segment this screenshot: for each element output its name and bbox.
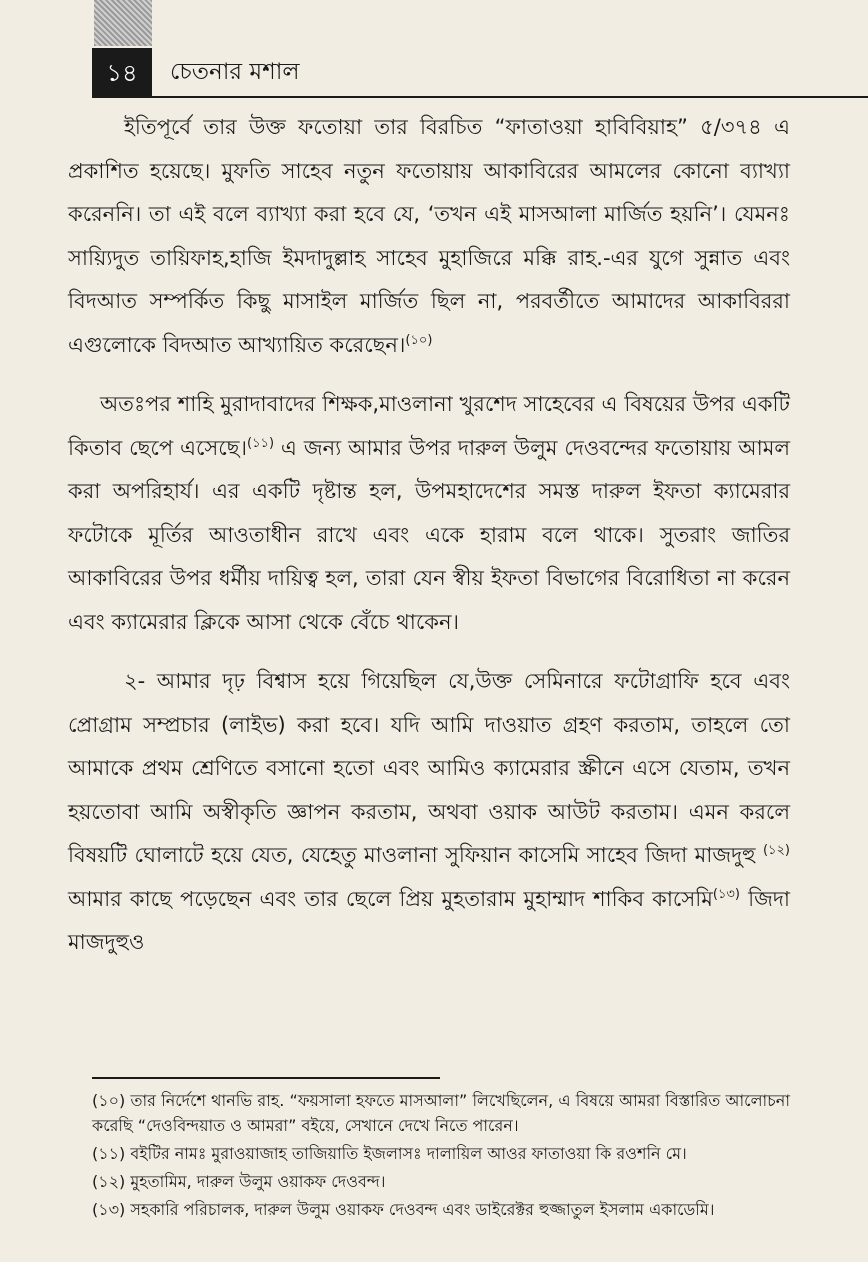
- footnote-11: (১১) বইটির নামঃ মুরাওয়াজাহ তাজিয়াতি ইজলাসঃ দালায়িল আওর ফাতাওয়া কি রওশনি মে।: [92, 1144, 687, 1163]
- paragraph-text: অতঃপর শাহি মুরাদাবাদের শিক্ষক,মাওলানা খুরশেদ সাহেবের এ বিষয়ের উপর একটি কিতাব ছেপে এসেছে।: [68, 392, 790, 460]
- paragraph-2: [68, 383, 790, 644]
- paragraph-text: এ জন্য আমার উপর দারুল উলুম দেওবন্দের ফতোয়ায় আমল করা অপরিহার্য। এর একটি দৃষ্টান্ত হল, উপমহাদেশের সমস্ত দারুল ইফতা ক্যামেরার ফটোকে মূর্তির আওতাধীন রাখে এবং একে হারাম বলে থাকে। সুতরাং জাতির আকাবিরের উপর ধর্মীয় দায়িত্ব হল, তারা যেন স্বীয় ইফতা বিভাগের বিরোধিতা না করেন এবং ক্যামেরার ক্লিকে আসা থেকে বেঁচে থাকেন।: [68, 435, 791, 634]
- paragraph-1: [68, 106, 790, 367]
- footnote-13: (১৩) সহকারি পরিচালক, দারুল উলুম ওয়াকফ দেওবন্দ এবং ডাইরেক্টর হুজ্জাতুল ইসলাম একাডেমি।: [92, 1200, 715, 1219]
- footnote-ref: (১১): [246, 435, 275, 451]
- book-title: চেতনার মশাল: [170, 59, 300, 85]
- footnote-ref: (১০): [405, 332, 433, 348]
- page-number: ১৪: [92, 48, 152, 98]
- corner-pattern: [94, 0, 152, 46]
- footnote-12: (১২) মুহতামিম, দারুল উলুম ওয়াকফ দেওবন্দ।: [92, 1172, 386, 1191]
- paragraph-text: ইতিপূর্বে তার উক্ত ফতোয়া তার বিরচিত “ফাতাওয়া হাবিবিয়াহ” ৫/৩৭৪ এ প্রকাশিত হয়েছে। মুফতি সাহেব নতুন ফতোয়ায় আকাবিরের আমলের কোনো ব্যাখ্যা করেননি। তা এই বলে ব্যাখ্যা করা হবে যে, ‘তখন এই মাসআলা মার্জিত হয়নি’। যেমনঃ সায়্যিদুত তায়িফাহ,হাজি ইমদাদুল্লাহ সাহেব মুহাজিরে মক্কি রাহ.-এর যুগে সুন্নাত এবং বিদআত সম্পর্কিত কিছু মাসাইল মার্জিত ছিল না, পরবর্তীতে আমাদের আকাবিররা এগুলোকে বিদআত আখ্যায়িত করেছেন।: [68, 115, 790, 357]
- paragraph-text: ২- আমার দৃঢ় বিশ্বাস হয়ে গিয়েছিল যে,উক্ত সেমিনারে ফটোগ্রাফি হবে এবং প্রোগ্রাম সম্প্রচার (লাইভ) করা হবে। যদি আমি দাওয়াত গ্রহণ করতাম, তাহলে তো আমাকে প্রথম শ্রেণিতে বসানো হতো এবং আমিও ক্যামেরার স্ক্রীনে এসে যেতাম, তখন হয়তোবা আমি অস্বীকৃতি জ্ঞাপন করতাম, অথবা ওয়াক আউট করতাম। এমন করলে বিষয়টি ঘোলাটে হয়ে যেত, যেহেতু মাওলানা সুফিয়ান কাসেমি সাহেব জিদা মাজদুহু: [68, 669, 790, 867]
- footnote-rule: [92, 1077, 440, 1079]
- header-rule: [152, 96, 868, 98]
- page-header: [92, 48, 868, 98]
- footnote-ref: (১৩): [712, 886, 740, 902]
- footnotes: [92, 1088, 790, 1225]
- footnote-ref: (১২): [762, 843, 790, 858]
- paragraph-3: [68, 660, 790, 965]
- paragraph-text: জিদা মাজদুহুও: [68, 886, 790, 954]
- paragraph-text: আমার কাছে পড়েছেন এবং তার ছেলে প্রিয় মুহতারাম মুহাম্মাদ শাকিব কাসেমি: [68, 886, 713, 911]
- footnote-10: (১০) তার নির্দেশে থানভি রাহ. “ফয়সালা হফতে মাসআলা” লিখেছিলেন, এ বিষয়ে আমরা বিস্তারিত আলোচনা করেছি “দেওবিন্দয়াত ও আমরা” বইয়ে, সেখানে দেখে নিতে পারেন।: [92, 1091, 790, 1135]
- main-text: [68, 106, 790, 981]
